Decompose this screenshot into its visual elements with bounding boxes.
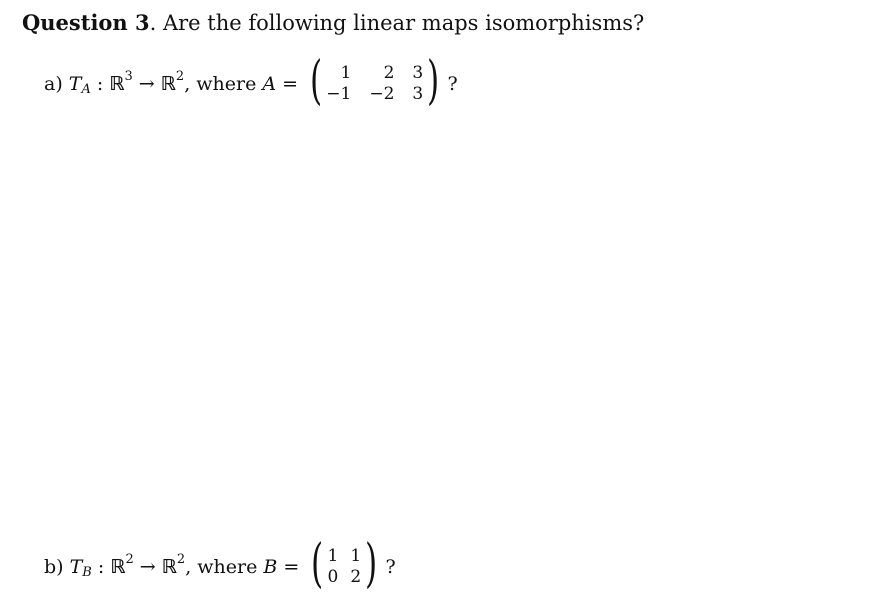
part-a-domain-exponent: 3: [124, 68, 133, 84]
matrix-b-cell: 0: [327, 567, 339, 587]
matrix-b: [307, 534, 381, 594]
question-heading: [22, 10, 644, 35]
part-b-codomain: ℝ: [161, 556, 177, 578]
matrix-b-cell: 1: [350, 546, 362, 566]
part-a-domain: ℝ: [109, 73, 125, 95]
part-b-matrix-name: B: [263, 556, 278, 578]
matrix-a-cell: 2: [383, 63, 395, 83]
part-b-map-name: T: [69, 556, 83, 578]
matrix-a-cell: −2: [369, 84, 395, 104]
matrix-b-entries: [328, 546, 362, 588]
part-a-codomain-exponent: 2: [175, 68, 185, 84]
part-b-label: b): [44, 556, 64, 578]
right-paren: ): [427, 51, 440, 111]
matrix-b-cell: 2: [350, 567, 362, 587]
part-a-arrow: →: [138, 73, 155, 95]
part-b-where: , where: [185, 556, 258, 578]
part-a-label: a): [44, 73, 63, 95]
part-b: b) T B : ℝ 2 → ℝ 2 , where B = ( 1 1 0 2 ) ?: [44, 534, 396, 594]
part-a-codomain: ℝ: [160, 73, 176, 95]
left-paren: (: [310, 51, 323, 111]
question-number: Question 3: [22, 10, 150, 35]
part-a-where: , where: [184, 73, 257, 95]
part-a-equals: =: [282, 73, 298, 95]
part-a: a) T A : ℝ 3 → ℝ 2 , where A = ( 1 2 3 −1 −2 3 ) ?: [44, 51, 458, 111]
matrix-a: [306, 51, 444, 111]
matrix-a-cell: 3: [412, 63, 424, 83]
part-a-matrix-name: A: [262, 73, 277, 95]
part-b-equals: =: [283, 556, 300, 578]
part-b-arrow: →: [139, 556, 156, 578]
left-paren: (: [311, 534, 324, 594]
matrix-a-cell: −1: [326, 84, 352, 104]
right-paren: ): [365, 534, 378, 594]
part-b-map-subscript: B: [82, 564, 92, 580]
part-a-question-mark: ?: [447, 73, 458, 95]
part-b-codomain-exponent: 2: [176, 551, 186, 567]
question-text: . Are the following linear maps isomorphisms?: [149, 11, 645, 35]
part-b-domain: ℝ: [110, 556, 126, 578]
matrix-a-entries: [326, 63, 423, 105]
matrix-b-cell: 1: [327, 546, 339, 566]
part-b-domain-exponent: 2: [125, 551, 134, 567]
part-a-map-subscript: A: [81, 81, 91, 97]
matrix-a-cell: 1: [340, 63, 352, 83]
part-a-map-name: T: [68, 73, 82, 95]
part-b-question-mark: ?: [385, 556, 396, 578]
matrix-a-cell: 3: [412, 84, 424, 104]
